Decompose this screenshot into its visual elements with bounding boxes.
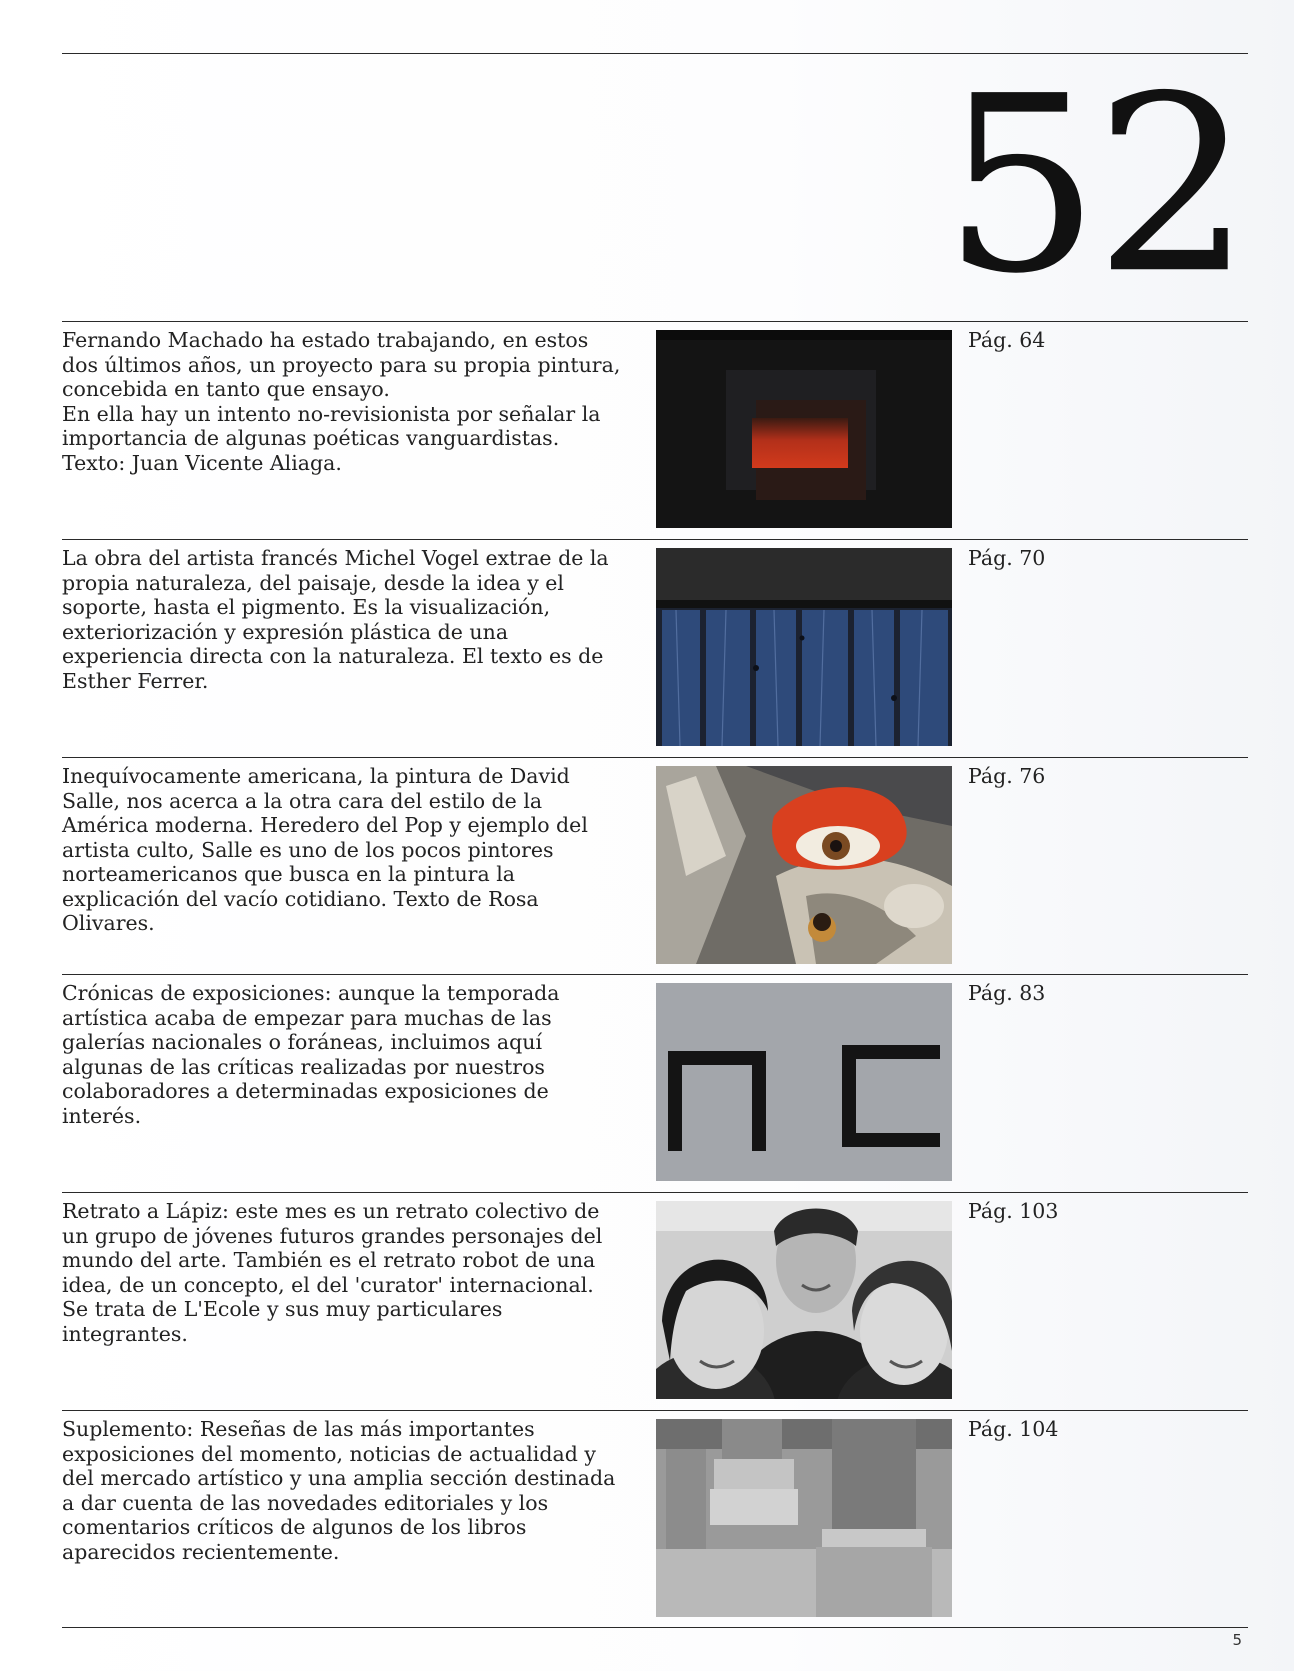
page-reference: Pág. 104 [968,1417,1059,1441]
bottom-rule [62,1627,1248,1628]
entry-description [62,1417,622,1564]
thumbnail-machado-painting [656,330,952,528]
entry-paragraph: Texto: Juan Vicente Aliaga. [62,450,342,475]
page-reference: Pág. 64 [968,328,1046,352]
thumbnail-columns-photo [656,1419,952,1617]
entry-description [62,981,622,1128]
page-reference: Pág. 76 [968,764,1046,788]
entry-paragraph: Suplemento: Reseñas de las más importantes exposiciones del momento, noticias de actualidad y del mercado artístico y una amplia sección destinada a dar cuenta de las novedades editoriales y los comentarios críticos de algunos de los libros aparecidos recientemente. [62,1417,616,1564]
page-reference: Pág. 103 [968,1199,1059,1223]
entry-description [62,764,622,936]
thumbnail-salle-painting [656,766,952,964]
entry-divider [62,1192,1248,1193]
entry-paragraph: En ella hay un intento no-revisionista por señalar la importancia de algunas poéticas vanguardistas. [62,401,601,450]
entry-paragraph: Fernando Machado ha estado trabajando, en estos dos últimos años, un proyecto para su propia pintura, concebida en tanto que ensayo. [62,328,621,401]
thumbnail-group-portrait [656,1201,952,1399]
thumbnail-vogel-wood [656,548,952,746]
page-reference: Pág. 70 [968,546,1046,570]
entry-divider [62,539,1248,540]
entry-description [62,1199,622,1346]
entry-description [62,328,622,475]
entry-divider [62,757,1248,758]
issue-number: 52 [942,44,1246,328]
page-reference: Pág. 83 [968,981,1046,1005]
thumbnail-exhibition-work [656,983,952,1181]
page-number: 5 [1232,1631,1242,1649]
entry-paragraph: Inequívocamente americana, la pintura de David Salle, nos acerca a la otra cara del estilo de la América moderna. Heredero del Pop y ejemplo del artista culto, Salle es uno de los pocos pintores norteamericanos que busca en la pintura la explicación del vacío cotidiano. Texto de Rosa Olivares. [62,764,588,935]
entry-divider [62,321,1248,322]
entry-paragraph: Retrato a Lápiz: este mes es un retrato colectivo de un grupo de jóvenes futuros grandes personajes del mundo del arte. También es el retrato robot de una idea, de un concepto, el del 'curator' internacional. Se trata de L'Ecole y sus muy particulares integrantes. [62,1199,603,1346]
entry-paragraph: La obra del artista francés Michel Vogel extrae de la propia naturaleza, del paisaje, desde la idea y el soporte, hasta el pigmento. Es la visualización, exteriorización y expresión plástica de una experiencia directa con la naturaleza. El texto es de Esther Ferrer. [62,546,609,693]
entry-divider [62,974,1248,975]
entry-paragraph: Crónicas de exposiciones: aunque la temporada artística acaba de empezar para muchas de las galerías nacionales o foráneas, incluimos aquí algunas de las críticas realizadas por nuestros colaboradores a determinadas exposiciones de interés. [62,981,560,1128]
entry-divider [62,1410,1248,1411]
entry-description [62,546,622,693]
